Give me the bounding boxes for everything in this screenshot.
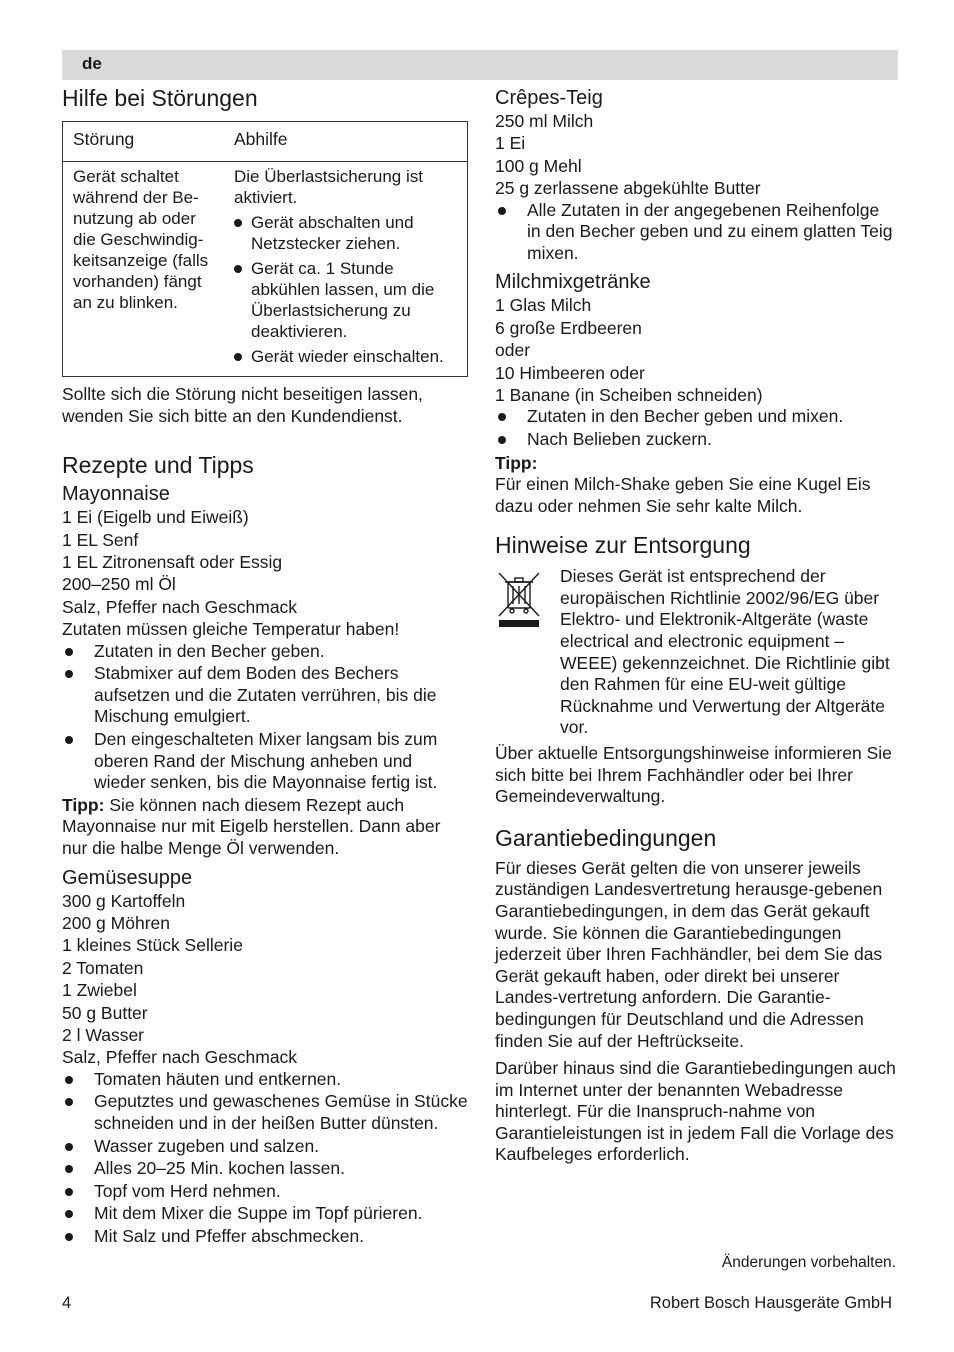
recipes-title: Rezepte und Tipps [62, 452, 254, 479]
milk-ingredients [495, 294, 897, 406]
ingredient: 1 kleines Stück Sellerie [62, 935, 243, 956]
language-bar [62, 50, 898, 80]
disposal-title: Hinweise zur Entsorgung [495, 532, 751, 559]
list-item: Alle Zutaten in der angegebenen Reihenfolge in den Becher geben und zu einem glatten Teig mixen. [495, 200, 897, 265]
left-column [62, 84, 468, 1249]
list-item: Nach Belieben zuckern. [495, 429, 897, 451]
page-number: 4 [62, 1294, 72, 1312]
ingredient: Salz, Pfeffer nach Geschmack [62, 596, 298, 617]
trouble-note: Sollte sich die Störung nicht beseitigen lassen, wenden Sie sich bitte an den Kundendienst. [62, 384, 423, 426]
ingredient: 50 g Butter [62, 1002, 148, 1023]
ingredient: 200–250 ml Öl [62, 574, 176, 595]
list-item: Zutaten in den Becher geben. [62, 641, 468, 663]
list-item: Stabmixer auf dem Boden des Bechers aufsetzen und die Zutaten verrühren, bis die Mischung emulgiert. [62, 663, 468, 728]
col-header-cause: Störung [63, 122, 225, 162]
list-item: Gerät ca. 1 Stunde abkühlen lassen, um die Überlastsicherung zu deaktivieren. [234, 258, 457, 342]
milk-tip-text: Für einen Milch-Shake geben Sie eine Kugel Eis dazu oder nehmen Sie sehr kalte Milch. [495, 474, 871, 516]
mayo-ingredients [62, 506, 468, 640]
warranty-paragraph-2: Darüber hinaus sind die Garantiebedingungen auch im Internet unter der benannten Webadresse hinterlegt. Für die Inanspruch-nahme von Garantieleistungen ist in jedem Fall die Vorlage des Kaufbeleges erforderlich. [495, 1058, 896, 1165]
list-item: Mit Salz und Pfeffer abschmecken. [62, 1226, 468, 1248]
ingredient: 1 Glas Milch [495, 295, 592, 316]
fix-cell [224, 162, 468, 377]
list-item: Geputztes und gewaschenes Gemüse in Stücke schneiden und in der heißen Butter dünsten. [62, 1091, 468, 1134]
mayo-steps [62, 641, 468, 794]
cause-cell: Gerät schaltet während der Be-nutzung ab oder die Geschwindig-keitsanzeige (falls vorhanden) fängt an zu blinken. [73, 167, 209, 312]
col-header-fix: Abhilfe [224, 122, 468, 162]
fix-intro: Die Überlastsicherung ist aktiviert. [234, 167, 423, 207]
milk-steps [495, 406, 897, 450]
crepes-title: Crêpes-Teig [495, 87, 603, 109]
disposal-text: Über aktuelle Entsorgungshinweise informieren Sie sich bitte bei Ihrem Fachhändler oder bei Ihrer Gemeindeverwaltung. [495, 742, 892, 807]
soup-steps [62, 1069, 468, 1248]
list-item: Topf vom Herd nehmen. [62, 1181, 468, 1203]
weee-block [495, 566, 897, 739]
warranty-paragraph-1: Für dieses Gerät gelten die von unserer jeweils zuständigen Landesvertretung herausge-gebenen Garantiebedingungen, in dem das Gerät gekauft wurde. Sie können die Garantiebedingungen jederzeit über Ihren Fachhändler, bei dem Sie das Gerät gekauft haben, oder direkt bei unserer Landes-vertretung anfordern. Die Garantie-bedingungen für Deutschland und die Adressen finden Sie auf der Heftrückseite. [495, 857, 883, 1051]
ingredient: 1 EL Zitronensaft oder Essig [62, 552, 283, 572]
right-column [495, 84, 897, 1166]
ingredient: 1 EL Senf [62, 529, 139, 550]
mayo-title: Mayonnaise [62, 483, 170, 506]
list-item: Mit dem Mixer die Suppe im Topf pürieren. [62, 1203, 468, 1225]
list-item: Wasser zugeben und salzen. [62, 1136, 468, 1158]
table-row [63, 162, 468, 377]
ingredient: Zutaten müssen gleiche Temperatur haben! [62, 619, 400, 640]
list-item: Gerät abschalten und Netzstecker ziehen. [234, 212, 457, 254]
trouble-table [62, 121, 468, 377]
ingredient: 25 g zerlassene abgekühlte Butter [495, 178, 761, 199]
list-item: Gerät wieder einschalten. [234, 346, 457, 367]
milk-tip-label: Tipp: [495, 452, 538, 473]
list-item: Zutaten in den Becher geben und mixen. [495, 406, 897, 428]
list-item: Alles 20–25 Min. kochen lassen. [62, 1158, 468, 1180]
milk-title: Milchmixgetränke [495, 271, 651, 294]
ingredient: Salz, Pfeffer nach Geschmack [62, 1047, 298, 1068]
ingredient: 1 Ei [495, 133, 526, 154]
ingredient: 6 große Erdbeeren [495, 317, 642, 338]
crossed-out-bin-icon [495, 570, 543, 630]
ingredient: oder [495, 340, 531, 361]
ingredient: 300 g Kartoffeln [62, 890, 186, 911]
list-item: Tomaten häuten und entkernen. [62, 1069, 468, 1091]
ingredient: 1 Zwiebel [62, 980, 137, 1001]
ingredient: 1 Ei (Eigelb und Eiweiß) [62, 507, 249, 528]
language-label: de [82, 54, 102, 73]
ingredient: 1 Banane (in Scheiben schneiden) [495, 385, 763, 406]
ingredient: 250 ml Milch [495, 111, 594, 131]
ingredient: 10 Himbeeren oder [495, 362, 645, 383]
ingredient: 2 Tomaten [62, 957, 144, 978]
list-item: Den eingeschalteten Mixer langsam bis zum oberen Rand der Mischung anheben und wieder senken, bis die Mayonnaise fertig ist. [62, 729, 468, 794]
tip-label: Tipp: [62, 794, 105, 815]
crepes-steps [495, 200, 897, 265]
fix-steps [234, 212, 457, 367]
tip-text: Sie können nach diesem Rezept auch Mayonnaise nur mit Eigelb herstellen. Dann aber nur die halbe Menge Öl verwenden. [62, 794, 441, 858]
ingredient: 2 l Wasser [62, 1025, 145, 1045]
ingredient: 100 g Mehl [495, 155, 582, 176]
brand-name: Robert Bosch Hausgeräte GmbH [649, 1294, 892, 1312]
soup-title: Gemüsesuppe [62, 866, 193, 889]
mayo-tip [62, 795, 468, 860]
weee-text: Dieses Gerät ist entsprechend der europäischen Richtlinie 2002/96/EG über Elektro- und Elektronik-Altgeräte (waste electrical and electronic equipment – WEEE) gekennzeichnet. Die Richtlinie gibt den Rahmen für eine EU-weit gültige Rücknahme und Verwertung der Altgeräte vor. [560, 566, 890, 738]
warranty-title: Garantiebedingungen [495, 824, 717, 851]
changes-note: Änderungen vorbehalten. [721, 1254, 896, 1271]
ingredient: 200 g Möhren [62, 912, 170, 933]
crepes-ingredients [495, 110, 897, 200]
soup-ingredients [62, 890, 468, 1069]
trouble-title: Hilfe bei Störungen [62, 85, 258, 111]
